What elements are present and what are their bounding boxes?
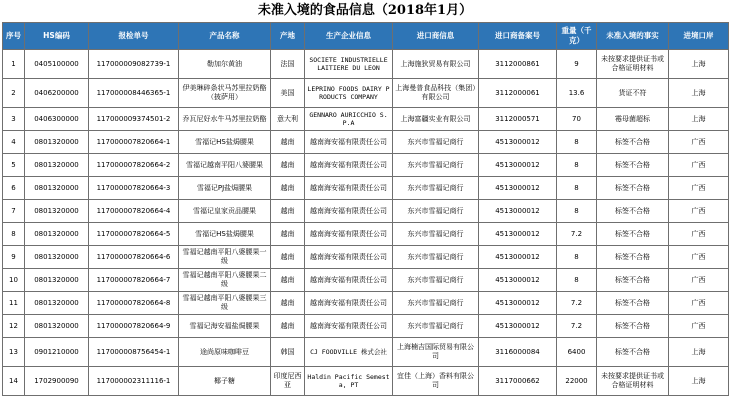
cell-hs: 0801320000 (25, 154, 89, 177)
cell-fact: 标签不合格 (597, 131, 669, 154)
cell-product: 雪福记皇家贡品腰果 (179, 200, 271, 223)
cell-weight: 9 (557, 50, 597, 79)
cell-fact: 标签不合格 (597, 223, 669, 246)
cell-decl: 117000007820664-8 (89, 292, 179, 315)
cell-reg: 4513000012 (479, 177, 557, 200)
cell-hs: 0801320000 (25, 269, 89, 292)
cell-producer: GENNARO AURICCHIO S.P.A (305, 108, 393, 131)
cell-origin: 印度尼西亚 (271, 367, 305, 396)
cell-no: 12 (3, 315, 25, 338)
cell-importer: 宜佳（上海）香料有限公司 (393, 367, 479, 396)
cell-hs: 0901210000 (25, 338, 89, 367)
cell-producer: SOCIETE INDUSTRIELLE LAITIERE DU LEON (305, 50, 393, 79)
cell-port: 广西 (669, 292, 729, 315)
cell-product: 雪福记越南平阳八婆腰果 (179, 154, 271, 177)
table-row (3, 292, 729, 315)
cell-importer: 上海曼普食品科技（集团）有限公司 (393, 79, 479, 108)
cell-reg: 4513000012 (479, 154, 557, 177)
cell-port: 上海 (669, 79, 729, 108)
cell-origin: 越南 (271, 223, 305, 246)
cell-no: 10 (3, 269, 25, 292)
cell-importer: 东兴市雪福记商行 (393, 200, 479, 223)
cell-product: 椰子糖 (179, 367, 271, 396)
cell-decl: 117000007820664-2 (89, 154, 179, 177)
cell-decl: 117000002311116-1 (89, 367, 179, 396)
cell-product: 伊美琳碎条状马苏里拉奶酪（披萨用） (179, 79, 271, 108)
cell-product: 乔瓦尼好水牛马苏里拉奶酪 (179, 108, 271, 131)
cell-reg: 4513000012 (479, 315, 557, 338)
cell-reg: 4513000012 (479, 200, 557, 223)
cell-product: 途尚原味咖啡豆 (179, 338, 271, 367)
cell-decl: 117000007820664-7 (89, 269, 179, 292)
cell-origin: 法国 (271, 50, 305, 79)
table-row (3, 108, 729, 131)
cell-product: 雪福记HS盐焗腰果 (179, 131, 271, 154)
cell-product: 雪福记HS盐焗腰果 (179, 223, 271, 246)
table-row (3, 154, 729, 177)
cell-port: 上海 (669, 367, 729, 396)
col-header-product: 产品名称 (179, 23, 271, 50)
cell-weight: 8 (557, 131, 597, 154)
col-header-decl: 报检单号 (89, 23, 179, 50)
table-row (3, 200, 729, 223)
cell-importer: 上海楠吉国际贸易有限公司 (393, 338, 479, 367)
cell-producer: 越南海安福有限责任公司 (305, 177, 393, 200)
cell-no: 4 (3, 131, 25, 154)
cell-importer: 东兴市雪福记商行 (393, 223, 479, 246)
cell-fact: 标签不合格 (597, 315, 669, 338)
cell-fact: 标签不合格 (597, 338, 669, 367)
cell-product: 雪福记PJ盐焗腰果 (179, 177, 271, 200)
cell-decl: 117000007820664-1 (89, 131, 179, 154)
cell-reg: 3112000861 (479, 50, 557, 79)
col-header-fact: 未准入境的事实 (597, 23, 669, 50)
cell-weight: 22000 (557, 367, 597, 396)
cell-origin: 意大利 (271, 108, 305, 131)
table-header-row (3, 23, 729, 50)
cell-hs: 0801320000 (25, 292, 89, 315)
cell-no: 11 (3, 292, 25, 315)
cell-producer: 越南海安福有限责任公司 (305, 292, 393, 315)
cell-reg: 3116000084 (479, 338, 557, 367)
table-row (3, 246, 729, 269)
cell-origin: 越南 (271, 154, 305, 177)
table-row (3, 177, 729, 200)
cell-port: 上海 (669, 50, 729, 79)
cell-origin: 越南 (271, 177, 305, 200)
cell-importer: 东兴市雪福记商行 (393, 315, 479, 338)
food-table (2, 22, 729, 396)
cell-origin: 越南 (271, 246, 305, 269)
cell-no: 3 (3, 108, 25, 131)
cell-fact: 标签不合格 (597, 269, 669, 292)
cell-producer: LEPRINO FOODS DAIRY PRODUCTS COMPANY (305, 79, 393, 108)
cell-fact: 未按要求提供证书或合格证明材料 (597, 50, 669, 79)
cell-decl: 117000008756454-1 (89, 338, 179, 367)
cell-hs: 0406200000 (25, 79, 89, 108)
cell-weight: 7.2 (557, 223, 597, 246)
col-header-hs: HS编码 (25, 23, 89, 50)
cell-producer: CJ FOODVILLE 株式会社 (305, 338, 393, 367)
cell-no: 9 (3, 246, 25, 269)
cell-origin: 越南 (271, 269, 305, 292)
cell-producer: 越南海安福有限责任公司 (305, 223, 393, 246)
cell-port: 广西 (669, 315, 729, 338)
cell-product: 雪福记越南平阳八婆腰果一级 (179, 246, 271, 269)
cell-product: 雪福记越南平阳八婆腰果二级 (179, 269, 271, 292)
cell-hs: 0801320000 (25, 315, 89, 338)
cell-weight: 6400 (557, 338, 597, 367)
cell-no: 14 (3, 367, 25, 396)
cell-product: 勒加尔黄油 (179, 50, 271, 79)
cell-producer: 越南海安福有限责任公司 (305, 269, 393, 292)
cell-product: 雪福记海安福盐焗腰果 (179, 315, 271, 338)
cell-decl: 117000007820664-9 (89, 315, 179, 338)
cell-weight: 8 (557, 246, 597, 269)
col-header-port: 进境口岸 (669, 23, 729, 50)
cell-hs: 0801320000 (25, 223, 89, 246)
cell-importer: 东兴市雪福记商行 (393, 246, 479, 269)
cell-port: 广西 (669, 200, 729, 223)
cell-hs: 1702900090 (25, 367, 89, 396)
cell-fact: 标签不合格 (597, 154, 669, 177)
table-row (3, 315, 729, 338)
cell-importer: 东兴市雪福记商行 (393, 177, 479, 200)
cell-weight: 13.6 (557, 79, 597, 108)
cell-decl: 117000007820664-3 (89, 177, 179, 200)
cell-fact: 霉母菌超标 (597, 108, 669, 131)
cell-port: 广西 (669, 131, 729, 154)
cell-weight: 8 (557, 154, 597, 177)
cell-no: 13 (3, 338, 25, 367)
cell-hs: 0801320000 (25, 200, 89, 223)
cell-hs: 0801320000 (25, 131, 89, 154)
cell-no: 6 (3, 177, 25, 200)
cell-producer: 越南海安福有限责任公司 (305, 154, 393, 177)
cell-no: 5 (3, 154, 25, 177)
cell-producer: Haldin Pacific Semesta, PT (305, 367, 393, 396)
cell-decl: 117000009082739-1 (89, 50, 179, 79)
cell-port: 广西 (669, 246, 729, 269)
cell-fact: 未按要求提供证书或合格证明材料 (597, 367, 669, 396)
cell-importer: 东兴市雪福记商行 (393, 269, 479, 292)
cell-reg: 4513000012 (479, 292, 557, 315)
cell-origin: 越南 (271, 131, 305, 154)
cell-no: 7 (3, 200, 25, 223)
cell-no: 8 (3, 223, 25, 246)
table-row (3, 131, 729, 154)
cell-origin: 越南 (271, 315, 305, 338)
cell-weight: 8 (557, 200, 597, 223)
col-header-origin: 产地 (271, 23, 305, 50)
cell-reg: 3112000061 (479, 79, 557, 108)
table-row (3, 338, 729, 367)
cell-no: 2 (3, 79, 25, 108)
col-header-no: 序号 (3, 23, 25, 50)
cell-reg: 4513000012 (479, 246, 557, 269)
cell-importer: 东兴市雪福记商行 (393, 154, 479, 177)
cell-decl: 117000007820664-5 (89, 223, 179, 246)
cell-reg: 4513000012 (479, 269, 557, 292)
cell-weight: 70 (557, 108, 597, 131)
cell-hs: 0405100000 (25, 50, 89, 79)
cell-hs: 0406300000 (25, 108, 89, 131)
cell-producer: 越南海安福有限责任公司 (305, 200, 393, 223)
cell-hs: 0801320000 (25, 177, 89, 200)
cell-decl: 117000007820664-6 (89, 246, 179, 269)
cell-decl: 117000009374501-2 (89, 108, 179, 131)
table-row (3, 50, 729, 79)
cell-decl: 117000007820664-4 (89, 200, 179, 223)
cell-importer: 东兴市雪福记商行 (393, 292, 479, 315)
cell-decl: 117000008446365-1 (89, 79, 179, 108)
table-row (3, 367, 729, 396)
cell-fact: 标签不合格 (597, 177, 669, 200)
cell-weight: 7.2 (557, 292, 597, 315)
cell-fact: 货证不符 (597, 79, 669, 108)
table-row (3, 269, 729, 292)
cell-origin: 越南 (271, 200, 305, 223)
cell-port: 上海 (669, 338, 729, 367)
cell-reg: 3117000662 (479, 367, 557, 396)
cell-origin: 美国 (271, 79, 305, 108)
col-header-producer: 生产企业信息 (305, 23, 393, 50)
cell-port: 广西 (669, 223, 729, 246)
cell-reg: 3112000571 (479, 108, 557, 131)
cell-product: 雪福记越南平阳八婆腰果三级 (179, 292, 271, 315)
cell-fact: 标签不合格 (597, 292, 669, 315)
col-header-weight: 重量（千克） (557, 23, 597, 50)
cell-producer: 越南海安福有限责任公司 (305, 246, 393, 269)
cell-port: 广西 (669, 269, 729, 292)
table-row (3, 79, 729, 108)
cell-importer: 东兴市雪福记商行 (393, 131, 479, 154)
cell-weight: 7.2 (557, 315, 597, 338)
cell-producer: 越南海安福有限责任公司 (305, 315, 393, 338)
col-header-reg: 进口商备案号 (479, 23, 557, 50)
cell-hs: 0801320000 (25, 246, 89, 269)
cell-origin: 越南 (271, 292, 305, 315)
cell-fact: 标签不合格 (597, 246, 669, 269)
col-header-importer: 进口商信息 (393, 23, 479, 50)
cell-reg: 4513000012 (479, 223, 557, 246)
cell-weight: 8 (557, 269, 597, 292)
cell-port: 广西 (669, 154, 729, 177)
cell-producer: 越南海安福有限责任公司 (305, 131, 393, 154)
table-row (3, 223, 729, 246)
page-title: 未准入境的食品信息（2018年1月） (257, 3, 473, 18)
cell-origin: 韩国 (271, 338, 305, 367)
cell-port: 广西 (669, 177, 729, 200)
cell-weight: 8 (557, 177, 597, 200)
cell-reg: 4513000012 (479, 131, 557, 154)
cell-fact: 标签不合格 (597, 200, 669, 223)
cell-port: 上海 (669, 108, 729, 131)
cell-no: 1 (3, 50, 25, 79)
cell-importer: 上海施狄贸易有限公司 (393, 50, 479, 79)
cell-importer: 上海富疆实业有限公司 (393, 108, 479, 131)
